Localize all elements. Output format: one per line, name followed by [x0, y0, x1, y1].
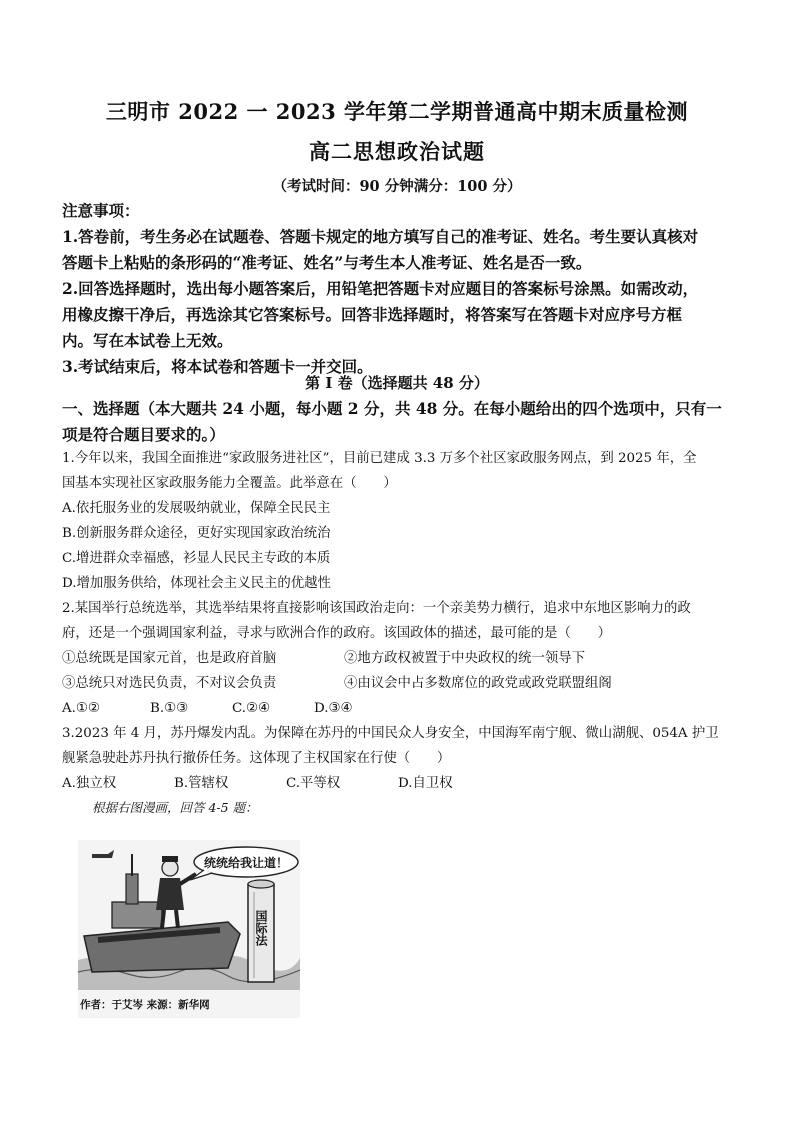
q2-option-b: B.①③	[150, 701, 189, 716]
q2-option-c: C.②④	[232, 701, 271, 716]
notes	[62, 198, 738, 380]
q1-option-a: A.依托服务业的发展吸纳就业，保障全民民主	[62, 501, 331, 516]
figure-head	[162, 860, 178, 876]
section-intro-a: 一、选择题（本大题共 24 小题，每小题 2 分，共 48 分。在每小题给出的四个选项中，只有一	[62, 399, 722, 418]
section-intro-b: 项是符合题目要求的。）	[62, 425, 225, 444]
q3-stem-a: 3.2023 年 4 月，苏丹爆发内乱。为保障在苏丹的中国民众人身安全，中国海军南宁舰、微山湖舰、054A 护卫	[62, 726, 719, 741]
q1-option-d: D.增加服务供给，体现社会主义民主的优越性	[62, 576, 331, 591]
q2-statement-2: ②地方政权被置于中央政权的统一领导下	[344, 651, 586, 666]
exam-title: 三明市 2022 一 2023 学年第二学期普通高中期末质量检测	[105, 99, 689, 124]
note-1b: 答题卡上粘贴的条形码的“准考证、姓名”与考生本人准考证、姓名是否一致。	[62, 253, 592, 272]
exam-info: （考试时间：90 分钟满分：100 分）	[272, 178, 522, 195]
q3-answer-options	[62, 771, 738, 796]
note-2a: 2.回答选择题时，选出每小题答案后，用铅笔把答题卡对应题目的答案标号涂黑。如需改动，	[62, 279, 699, 298]
q1-stem-b: 国基本实现社区家政服务能力全覆盖。此举意在（ ）	[62, 476, 397, 491]
pillar-top	[248, 880, 274, 888]
q2-statement-3: ③总统只对选民负责，不对议会负责	[62, 676, 277, 691]
q3-option-c: C.平等权	[286, 776, 341, 791]
q2-stem-b: 府，还是一个强调国家利益，寻求与欧洲合作的政府。该国政体的描述，最可能的是（ ）	[62, 626, 612, 641]
section-intro	[62, 396, 738, 448]
cartoon-image	[78, 840, 300, 1018]
q1-option-b: B.创新服务群众途径，更好实现国家政治统治	[62, 526, 331, 541]
q1-option-c: C.增进群众幸福感，衫显人民民主专政的本质	[62, 551, 331, 566]
question-2	[62, 596, 738, 721]
q3-option-a: A.独立权	[62, 776, 117, 791]
pillar-text: 国际法	[254, 910, 268, 946]
cartoon-credit: 作者：于艾岑 来源：新华网	[80, 999, 210, 1011]
question-3	[62, 721, 738, 796]
q2-statement-1: ①总统既是国家元首，也是政府首脑	[62, 651, 277, 666]
figure-leg-left	[162, 910, 164, 928]
ship-mast	[126, 874, 138, 904]
exam-subtitle: 高二思想政治试题	[309, 139, 485, 164]
q1-stem-a: 1.今年以来，我国全面推进“家政服务进社区”，目前已建成 3.3 万多个社区家政服务网点，到 2025 年，全	[62, 451, 697, 466]
question-1	[62, 446, 738, 596]
q2-options-row-1	[62, 646, 738, 671]
note-1a: 1.答卷前，考生务必在试题卷、答题卡规定的地方填写自己的准考证、姓名。考生要认真核对	[62, 227, 699, 246]
note-2c: 内。写在本试卷上无效。	[62, 331, 233, 350]
q2-stem-a: 2.某国举行总统选举，其选举结果将直接影响该国政治走向：一个亲美势力横行，追求中东地区影响力的政	[62, 601, 691, 616]
cartoon-caption: 根据右图漫画，回答 4-5 题：	[92, 800, 258, 815]
q2-options-row-2	[62, 671, 738, 696]
section-title: 第 I 卷（选择题共 48 分）	[305, 374, 489, 392]
notes-heading: 注意事项：	[62, 201, 140, 220]
figure-hat	[162, 856, 178, 862]
q2-option-d: D.③④	[314, 701, 353, 716]
note-2b: 用橡皮擦干净后，再选涂其它答案标号。回答非选择题时，将答案写在答题卡对应序号方框	[62, 305, 683, 324]
q2-statement-4: ④由议会中占多数席位的政党或政党联盟组阁	[344, 676, 612, 691]
speech-text: 统统给我让道！	[203, 856, 289, 870]
note-3: 3.考试结束后，将本试卷和答题卡一并交回。	[62, 357, 373, 376]
figure-leg-right	[176, 910, 178, 928]
q3-option-d: D.自卫权	[398, 776, 453, 791]
q2-option-a: A.①②	[62, 701, 100, 716]
q2-answer-options	[62, 696, 738, 721]
q3-option-b: B.管辖权	[174, 776, 229, 791]
q3-stem-b: 舰紧急驶赴苏丹执行撤侨任务。这体现了主权国家在行使（ ）	[62, 751, 451, 766]
ship-bridge	[112, 902, 162, 928]
